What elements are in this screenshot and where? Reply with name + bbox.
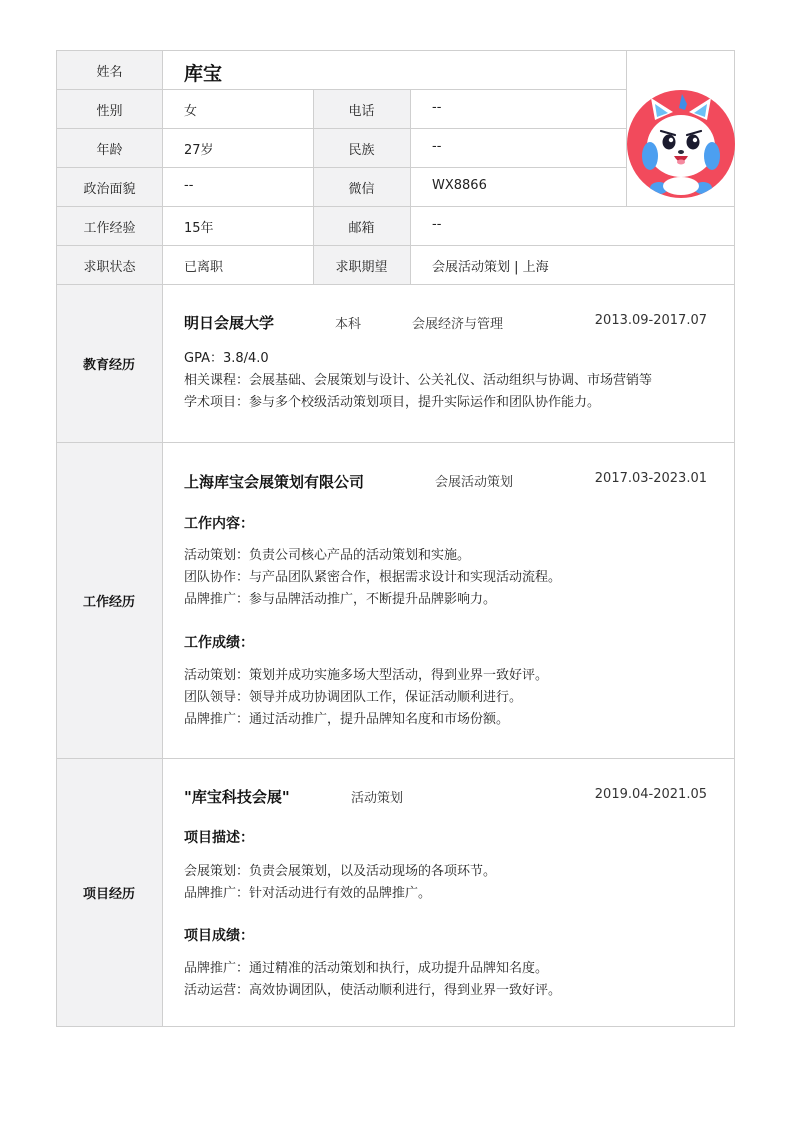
project-result-title: 项目成绩： <box>184 928 254 944</box>
list-item: 会展策划：负责会展策划，以及活动现场的各项环节。 <box>184 864 497 879</box>
work-company: 上海库宝会展策划有限公司 <box>184 473 365 491</box>
divider <box>626 50 627 207</box>
list-item: 相关课程：会展基础、会展策划与设计、公关礼仪、活动组织与协调、市场营销等 <box>184 373 653 388</box>
list-item: 活动运营：高效协调团队，使活动顺利进行，得到业界一致好评。 <box>184 983 562 998</box>
phone-value: -- <box>432 100 442 115</box>
avatar <box>627 90 735 198</box>
list-item: 活动策划：策划并成功实施多场大型活动，得到业界一致好评。 <box>184 668 549 683</box>
age-value: 27岁 <box>184 143 214 158</box>
work-position: 会展活动策划 <box>435 475 514 490</box>
work-content-list <box>184 545 561 611</box>
list-item: 团队协作：与产品团队紧密合作，根据需求设计和实现活动流程。 <box>184 570 562 585</box>
project-role: 活动策划 <box>351 791 404 806</box>
name-label: 姓名 <box>96 65 123 80</box>
education-date: 2013.09-2017.07 <box>594 313 707 328</box>
project-section-label: 项目经历 <box>82 887 135 902</box>
divider <box>56 758 735 759</box>
project-name: "库宝科技会展" <box>184 788 290 806</box>
divider <box>56 206 735 207</box>
email-value: -- <box>432 217 442 232</box>
divider <box>56 245 735 246</box>
expect-value: 会展活动策划 | 上海 <box>432 260 549 275</box>
divider <box>410 89 411 284</box>
gender-value: 女 <box>184 104 198 119</box>
divider <box>56 442 735 443</box>
education-section-label: 教育经历 <box>82 358 135 373</box>
divider <box>162 50 163 1027</box>
list-item: 品牌推广：通过活动推广，提升品牌知名度和市场份额。 <box>184 712 510 727</box>
label-column-bg <box>57 51 162 1026</box>
ethnicity-label: 民族 <box>348 143 375 158</box>
gender-label: 性别 <box>96 104 123 119</box>
divider <box>56 167 627 168</box>
education-school: 明日会展大学 <box>184 314 275 332</box>
email-label: 邮箱 <box>348 221 375 236</box>
work-date: 2017.03-2023.01 <box>594 471 707 486</box>
education-major: 会展经济与管理 <box>412 317 504 332</box>
list-item: 学术项目：参与多个校级活动策划项目，提升实际运作和团队协作能力。 <box>184 395 601 410</box>
political-value: -- <box>184 178 194 193</box>
list-item: 品牌推广：通过精准的活动策划和执行，成功提升品牌知名度。 <box>184 961 549 976</box>
list-item: 品牌推广：参与品牌活动推广，不断提升品牌影响力。 <box>184 592 497 607</box>
status-value: 已离职 <box>184 260 224 275</box>
list-item: 活动策划：负责公司核心产品的活动策划和实施。 <box>184 548 471 563</box>
age-label: 年龄 <box>96 143 123 158</box>
work-result-title: 工作成绩： <box>184 635 254 651</box>
work-section-label: 工作经历 <box>82 595 135 610</box>
project-desc-list <box>184 861 496 905</box>
experience-label: 工作经验 <box>83 221 136 236</box>
cartoon-cat-avatar-icon <box>627 90 735 198</box>
work-content-title: 工作内容： <box>184 516 254 532</box>
political-label: 政治面貌 <box>83 182 136 197</box>
list-item: 品牌推广：针对活动进行有效的品牌推广。 <box>184 886 432 901</box>
divider <box>56 284 735 285</box>
work-result-list <box>184 665 548 731</box>
project-result-list <box>184 958 561 1002</box>
list-item: 团队领导：领导并成功协调团队工作，保证活动顺利进行。 <box>184 690 523 705</box>
wechat-value: WX8866 <box>432 178 487 193</box>
project-desc-title: 项目描述： <box>184 830 254 846</box>
education-details <box>184 348 652 414</box>
status-label: 求职状态 <box>83 260 136 275</box>
name-value: 库宝 <box>184 63 223 85</box>
divider <box>56 89 627 90</box>
experience-value: 15年 <box>184 221 214 236</box>
education-degree: 本科 <box>335 317 362 332</box>
project-date: 2019.04-2021.05 <box>594 787 707 802</box>
list-item: GPA：3.8/4.0 <box>184 351 269 366</box>
phone-label: 电话 <box>348 104 375 119</box>
divider <box>56 128 627 129</box>
expect-label: 求职期望 <box>335 260 388 275</box>
wechat-label: 微信 <box>348 182 375 197</box>
ethnicity-value: -- <box>432 139 442 154</box>
